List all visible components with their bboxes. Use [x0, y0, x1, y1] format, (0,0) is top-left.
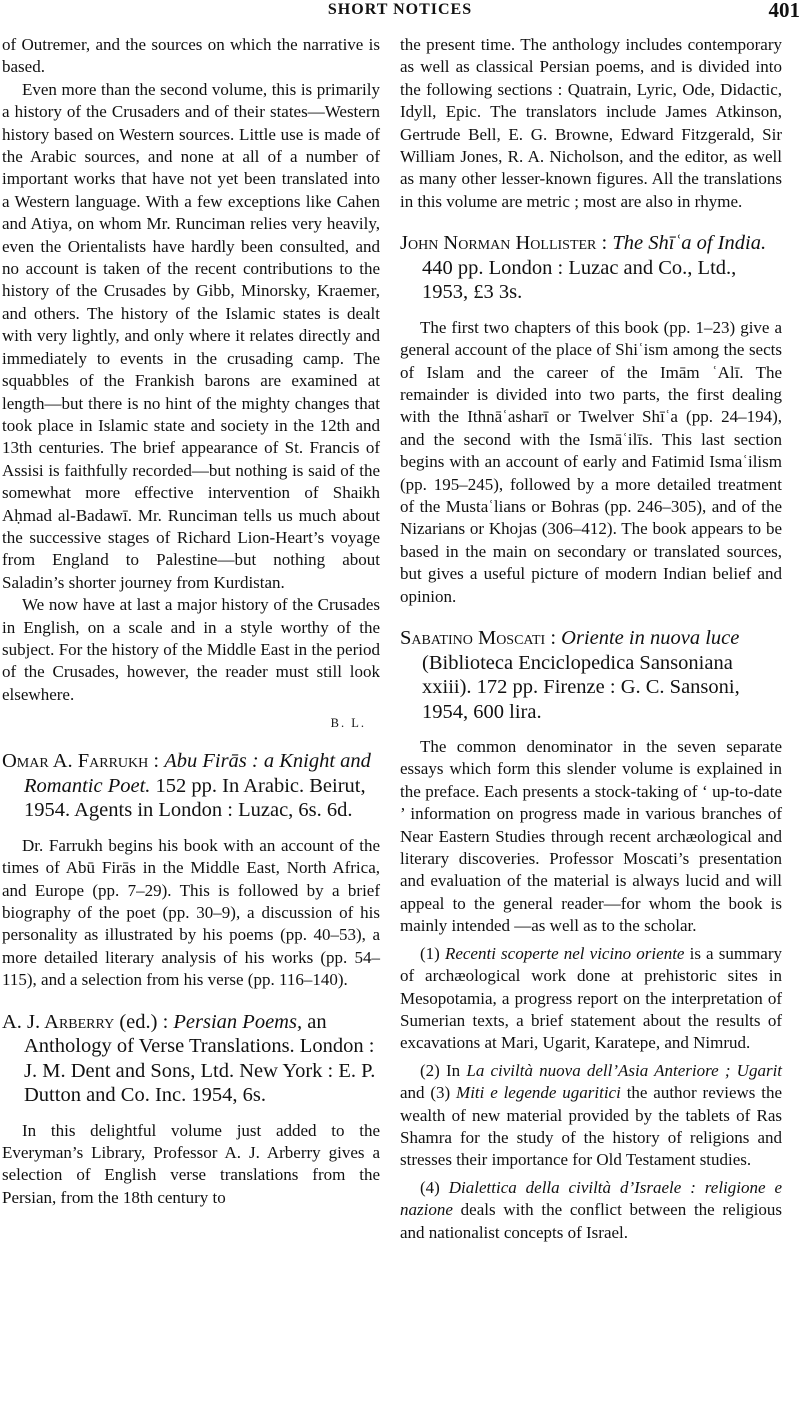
book-details: an Anthology of Verse Translations. London : J. M. Dent and Sons, Ltd. New York : E. P. Dutton and Co. Inc. 1954, 6s. [24, 1010, 376, 1107]
point-number: (1) [420, 943, 440, 963]
book-editor-mark: (ed.) : [119, 1010, 169, 1033]
essay-title: La civiltà nuova dell’Asia Anteriore ; Ugarit [466, 1060, 783, 1080]
paragraph-continuation: the present time. The anthology includes contemporary as well as classical Persian poems, and is divided into the following sections : Quatrain, Lyric, Ode, Didactic, Idyll, Epic. The translators include James Atkinson, Gertrude Bell, E. G. Browne, Edward Fitzgerald, Sir William Jones, R. A. Nicholson, and the editor, as well as many other lesser-known figures. All the translations in this volume are metric ; most are also in rhyme. [400, 35, 782, 211]
paragraph: Even more than the second volume, this is primarily a history of the Crusaders and of their states—Western history based on Western sources. Little use is made of the Arabic sources, and none at all of a number of important works that have not yet been translated into a Western language. With a few exceptions like Cahen and Atiya, on whom Mr. Runciman relies very heavily, even the Orientalists have hardly been consulted, and no account is taken of the recent contributions to the history of the Crusades by Gibb, Minorsky, Kraemer, and others. The history of the Islamic states is dealt with very lightly, and only where it relates directly and immediately to events in the crusading camp. The squabbles of the Frankish barons are examined at length—but there is no hint of the mighty changes that took place in Islamic state and society in the 12th and 13th centuries. The brief appearance of St. Francis of Assisi is faithfully recorded—but nothing is said of the somewhat more effective intervention of Shaikh Aḥmad al-Badawī. Mr. Runciman tells us much about the successive stages of Richard Lion-Heart’s voyage from England to Palestine—but nothing about Saladin’s shorter journey from Kurdistan. [2, 79, 380, 592]
review-paragraph: The first two chapters of this book (pp. 1–23) give a general account of the place of Shiʿism among the sects of Islam and the career of the Imām ʿAlī. The remainder is divided into two parts, the first dealing with the Ithnāʿasharī or Twelver Shīʿa (pp. 24–194), and the second with the Ismāʿilīs. This last section begins with an account of early and Fatimid Ismaʿilism (pp. 195–245), followed by a more detailed treatment of the Mustaʿlians or Bohras (pp. 246–305), and of the Nizarians or Khojas (306–412). The book appears to be based in the main on secondary or translated sources, but gives a useful picture of modern Indian belief and opinion. [400, 317, 782, 606]
right-column [400, 34, 782, 1244]
book-entry-heading [400, 626, 782, 724]
book-details: 440 pp. London : Luzac and Co., Ltd., 1953, £3 3s. [422, 256, 737, 304]
review-paragraph: Dr. Farrukh begins his book with an account of the times of Abū Firās in the Middle East, North Africa, and Europe (pp. 7–29). This is followed by a brief biography of the poet (pp. 30–9), a discussion of his personality as illustrated by his poems (pp. 40–53), a more detailed literary analysis of his works (pp. 54–115), and a selection from his verse (pp. 116–140). [2, 835, 380, 990]
book-entry-heading [400, 231, 782, 305]
paragraph-continuation: of Outremer, and the sources on which the narrative is based. [2, 35, 380, 77]
point-number: (2) In [420, 1060, 461, 1080]
paragraph: We now have at last a major history of the Crusades in English, on a scale and in a style worthy of the subject. For the history of the Middle East in the period of the Crusades, however, the reader must still look elsewhere. [2, 595, 380, 704]
reviewer-initials: B. L. [330, 716, 366, 731]
book-title: Persian Poems, [173, 1010, 303, 1033]
book-title: Oriente in nuova luce [561, 627, 740, 650]
book-details: (Biblioteca Enciclopedica Sansoniana xxiii). 172 pp. Firenze : G. C. Sansoni, 1954, 600 lira. [422, 651, 740, 723]
point-connector: and (3) [400, 1083, 451, 1103]
essay-title: Recenti scoperte nel vicino oriente [444, 943, 685, 963]
review-paragraph: The common denominator in the seven separate essays which form this slender volume is explained in the preface. Each presents a stock-taking of ‘ up-to-date ’ information on progress made in various branches of Near Eastern Studies through recent archæological and literary discoveries. Professor Moscati’s presentation and evaluation of the material is always lucid and will appeal to the general reader—for whom the book is mainly intended —as well as to the scholar. [400, 737, 782, 936]
point-text: is a summary of archæological work done at prehistoric sites in Mesopotamia, a progress report on the interpretation of Sumerian texts, a brief statement about the results of excavations at Mari, Ugarit, Karatepe, and Nimrud. [400, 943, 782, 1053]
book-details: 152 pp. In Arabic. Beirut, 1954. Agents in London : Luzac, 6s. 6d. [24, 774, 366, 822]
running-title: SHORT NOTICES [327, 1, 473, 18]
point-number: (4) [420, 1177, 440, 1197]
book-author: A. J. Arberry [2, 1010, 115, 1033]
left-column [2, 34, 380, 1209]
running-header [0, 0, 800, 24]
numbered-paragraph-2 [400, 1060, 782, 1172]
review-paragraph: In this delightful volume just added to the Everyman’s Library, Professor A. J. Arberry gives a selection of English verse translations from the Persian, from the 18th century to [2, 1120, 380, 1207]
point-text: the author reviews the wealth of new material provided by the tablets of Ras Shamra for the study of the history of religions and stresses their importance for Old Testament studies. [400, 1083, 783, 1170]
book-entry-heading [2, 1010, 380, 1108]
book-author: John Norman Hollister : [400, 232, 608, 255]
essay-title: Dialettica della civiltà d’Israele : religione e nazione [400, 1177, 783, 1220]
numbered-paragraph-1 [400, 943, 782, 1055]
book-entry-heading [2, 749, 380, 823]
point-text: deals with the conflict between the religious and nationalist concepts of Israel. [400, 1200, 782, 1242]
essay-title: Miti e legende ugaritici [456, 1083, 621, 1103]
book-author: Sabatino Moscati : [400, 627, 557, 650]
book-title: Abu Firās : a Knight and Romantic Poet. [24, 750, 371, 797]
numbered-paragraph-4 [400, 1177, 782, 1244]
page-number: 401 [768, 0, 800, 22]
book-author: Omar A. Farrukh : [2, 750, 160, 773]
book-title: The Shīʿa of India. [612, 232, 767, 255]
